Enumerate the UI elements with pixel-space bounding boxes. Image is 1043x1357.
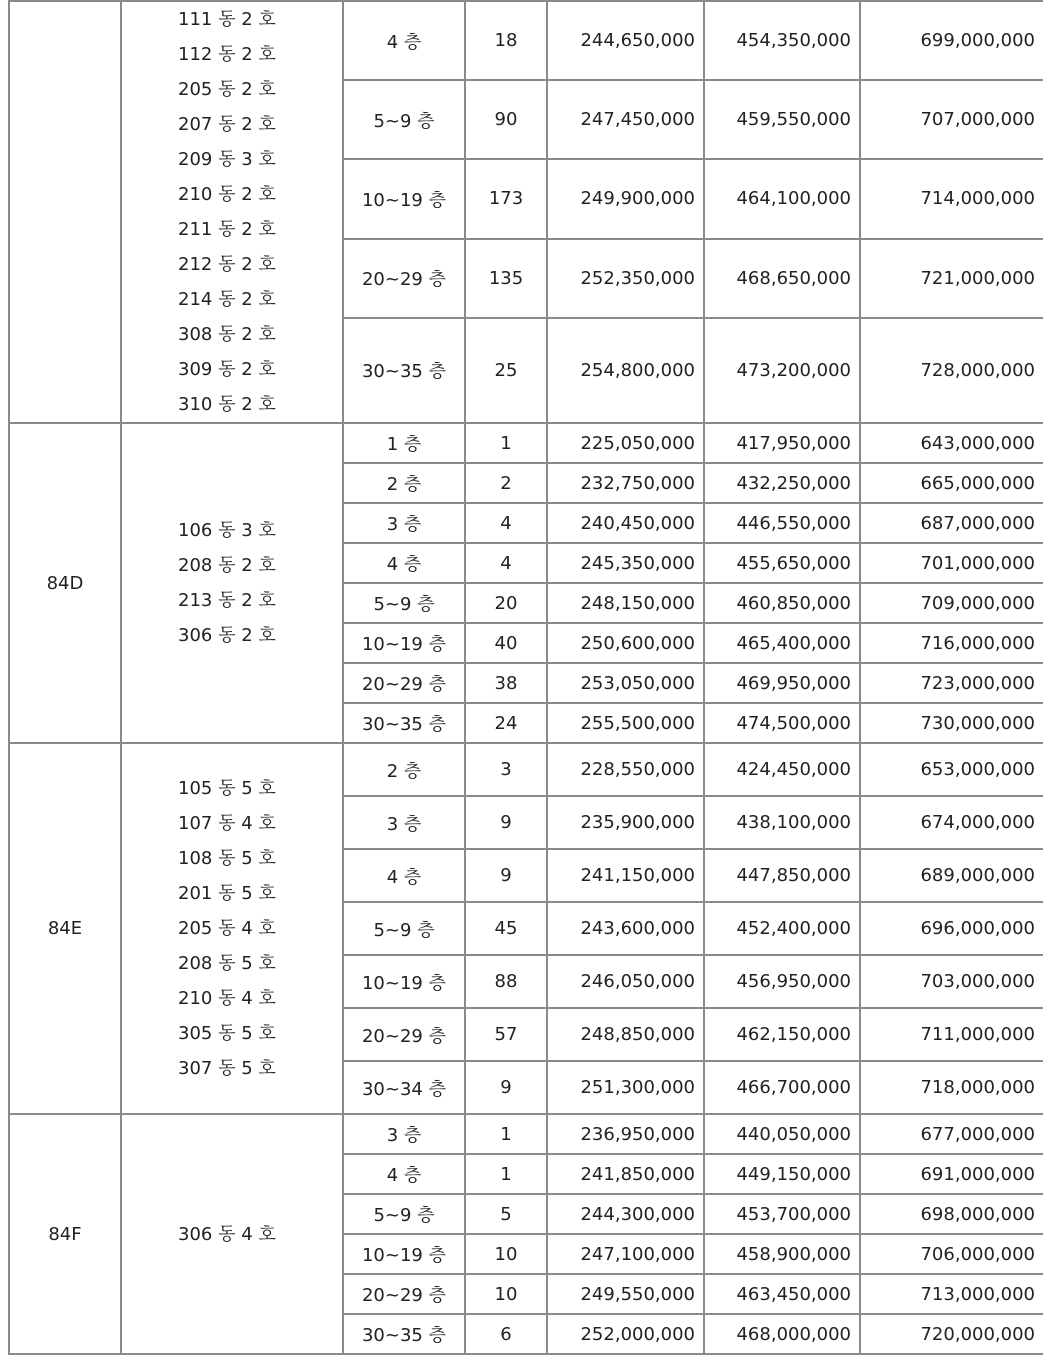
floor-cell: 10~19 층 — [343, 955, 465, 1008]
price-part-1-cell: 247,100,000 — [547, 1234, 704, 1274]
floor-cell: 30~34 층 — [343, 1061, 465, 1114]
floor-cell: 30~35 층 — [343, 1314, 465, 1354]
unit-count-cell: 40 — [465, 623, 547, 663]
unit-count-cell: 1 — [465, 1154, 547, 1194]
price-part-2-cell: 417,950,000 — [704, 423, 860, 463]
price-part-1-cell: 247,450,000 — [547, 80, 704, 159]
price-part-2-cell: 438,100,000 — [704, 796, 860, 849]
price-part-1-cell: 253,050,000 — [547, 663, 704, 703]
price-part-2-cell: 455,650,000 — [704, 543, 860, 583]
price-part-1-cell: 248,150,000 — [547, 583, 704, 623]
price-part-2-cell: 465,400,000 — [704, 623, 860, 663]
unit-count-cell: 24 — [465, 703, 547, 743]
building-unit: 108 동 5 호 — [178, 848, 276, 869]
building-unit: 201 동 5 호 — [178, 883, 276, 904]
price-part-1-cell: 252,000,000 — [547, 1314, 704, 1354]
price-part-1-cell: 236,950,000 — [547, 1114, 704, 1154]
total-price-cell: 643,000,000 — [860, 423, 1043, 463]
unit-count-cell: 9 — [465, 796, 547, 849]
floor-cell: 30~35 층 — [343, 703, 465, 743]
price-part-2-cell: 432,250,000 — [704, 463, 860, 503]
unit-count-cell: 57 — [465, 1008, 547, 1061]
total-price-cell: 721,000,000 — [860, 239, 1043, 318]
total-price-cell: 709,000,000 — [860, 583, 1043, 623]
building-unit: 208 동 5 호 — [178, 953, 276, 974]
price-part-2-cell: 453,700,000 — [704, 1194, 860, 1234]
floor-cell: 5~9 층 — [343, 902, 465, 955]
price-part-1-cell: 249,550,000 — [547, 1274, 704, 1314]
unit-count-cell: 4 — [465, 503, 547, 543]
price-part-2-cell: 424,450,000 — [704, 743, 860, 796]
total-price-cell: 728,000,000 — [860, 318, 1043, 423]
unit-count-cell: 4 — [465, 543, 547, 583]
building-unit: 213 동 2 호 — [178, 590, 276, 611]
total-price-cell: 707,000,000 — [860, 80, 1043, 159]
floor-cell: 3 층 — [343, 1114, 465, 1154]
price-part-1-cell: 228,550,000 — [547, 743, 704, 796]
price-part-1-cell: 249,900,000 — [547, 159, 704, 238]
floor-cell: 5~9 층 — [343, 583, 465, 623]
building-unit: 210 동 2 호 — [178, 184, 276, 205]
unit-type-cell — [9, 1, 121, 423]
price-part-2-cell: 462,150,000 — [704, 1008, 860, 1061]
unit-count-cell: 25 — [465, 318, 547, 423]
unit-count-cell: 45 — [465, 902, 547, 955]
total-price-cell: 703,000,000 — [860, 955, 1043, 1008]
building-unit: 211 동 2 호 — [178, 219, 276, 240]
price-part-1-cell: 255,500,000 — [547, 703, 704, 743]
total-price-cell: 714,000,000 — [860, 159, 1043, 238]
price-part-2-cell: 466,700,000 — [704, 1061, 860, 1114]
table-row — [9, 423, 1043, 463]
price-part-1-cell: 246,050,000 — [547, 955, 704, 1008]
building-unit: 310 동 2 호 — [178, 394, 276, 415]
unit-count-cell: 3 — [465, 743, 547, 796]
price-part-2-cell: 447,850,000 — [704, 849, 860, 902]
price-part-2-cell: 449,150,000 — [704, 1154, 860, 1194]
total-price-cell: 677,000,000 — [860, 1114, 1043, 1154]
unit-count-cell: 88 — [465, 955, 547, 1008]
building-unit: 111 동 2 호 — [178, 9, 276, 30]
price-part-1-cell: 232,750,000 — [547, 463, 704, 503]
unit-count-cell: 9 — [465, 1061, 547, 1114]
building-unit: 107 동 4 호 — [178, 813, 276, 834]
unit-count-cell: 1 — [465, 423, 547, 463]
unit-count-cell: 38 — [465, 663, 547, 703]
total-price-cell: 689,000,000 — [860, 849, 1043, 902]
unit-count-cell: 18 — [465, 1, 547, 80]
building-unit: 208 동 2 호 — [178, 555, 276, 576]
unit-count-cell: 90 — [465, 80, 547, 159]
price-part-1-cell: 250,600,000 — [547, 623, 704, 663]
unit-type-cell: 84E — [9, 743, 121, 1114]
price-part-1-cell: 244,300,000 — [547, 1194, 704, 1234]
floor-cell: 10~19 층 — [343, 159, 465, 238]
price-part-1-cell: 243,600,000 — [547, 902, 704, 955]
unit-count-cell: 9 — [465, 849, 547, 902]
building-unit: 207 동 2 호 — [178, 114, 276, 135]
price-part-1-cell: 245,350,000 — [547, 543, 704, 583]
total-price-cell: 699,000,000 — [860, 1, 1043, 80]
price-part-2-cell: 474,500,000 — [704, 703, 860, 743]
unit-count-cell: 5 — [465, 1194, 547, 1234]
total-price-cell: 723,000,000 — [860, 663, 1043, 703]
total-price-cell: 720,000,000 — [860, 1314, 1043, 1354]
price-part-1-cell: 225,050,000 — [547, 423, 704, 463]
floor-cell: 4 층 — [343, 1, 465, 80]
unit-count-cell: 10 — [465, 1234, 547, 1274]
price-part-2-cell: 460,850,000 — [704, 583, 860, 623]
unit-count-cell: 1 — [465, 1114, 547, 1154]
floor-cell: 20~29 층 — [343, 239, 465, 318]
price-part-2-cell: 468,000,000 — [704, 1314, 860, 1354]
floor-cell: 2 층 — [343, 743, 465, 796]
floor-cell: 5~9 층 — [343, 80, 465, 159]
price-part-1-cell: 254,800,000 — [547, 318, 704, 423]
price-table-body — [9, 1, 1043, 1354]
unit-count-cell: 2 — [465, 463, 547, 503]
unit-type-cell: 84D — [9, 423, 121, 743]
building-unit: 105 동 5 호 — [178, 778, 276, 799]
unit-count-cell: 10 — [465, 1274, 547, 1314]
price-part-2-cell: 452,400,000 — [704, 902, 860, 955]
building-unit-list — [121, 1, 343, 423]
total-price-cell: 718,000,000 — [860, 1061, 1043, 1114]
floor-cell: 20~29 층 — [343, 1274, 465, 1314]
building-unit: 210 동 4 호 — [178, 988, 276, 1009]
price-part-1-cell: 241,150,000 — [547, 849, 704, 902]
building-unit: 112 동 2 호 — [178, 44, 276, 65]
price-part-2-cell: 446,550,000 — [704, 503, 860, 543]
floor-cell: 20~29 층 — [343, 1008, 465, 1061]
floor-cell: 10~19 층 — [343, 1234, 465, 1274]
building-unit: 214 동 2 호 — [178, 289, 276, 310]
building-unit: 306 동 4 호 — [178, 1223, 276, 1245]
floor-cell: 20~29 층 — [343, 663, 465, 703]
unit-count-cell: 135 — [465, 239, 547, 318]
total-price-cell: 674,000,000 — [860, 796, 1043, 849]
building-unit: 309 동 2 호 — [178, 359, 276, 380]
building-unit-list — [121, 743, 343, 1114]
price-part-2-cell: 469,950,000 — [704, 663, 860, 703]
price-part-1-cell: 252,350,000 — [547, 239, 704, 318]
building-unit: 306 동 2 호 — [178, 625, 276, 646]
unit-count-cell: 6 — [465, 1314, 547, 1354]
price-part-1-cell: 235,900,000 — [547, 796, 704, 849]
building-unit: 205 동 4 호 — [178, 918, 276, 939]
price-part-1-cell: 251,300,000 — [547, 1061, 704, 1114]
floor-cell: 3 층 — [343, 503, 465, 543]
building-unit-list — [121, 1114, 343, 1354]
total-price-cell: 711,000,000 — [860, 1008, 1043, 1061]
total-price-cell: 698,000,000 — [860, 1194, 1043, 1234]
total-price-cell: 696,000,000 — [860, 902, 1043, 955]
building-unit: 106 동 3 호 — [178, 520, 276, 541]
building-unit: 212 동 2 호 — [178, 254, 276, 275]
total-price-cell: 665,000,000 — [860, 463, 1043, 503]
floor-cell: 4 층 — [343, 1154, 465, 1194]
price-part-2-cell: 456,950,000 — [704, 955, 860, 1008]
building-unit: 308 동 2 호 — [178, 324, 276, 345]
total-price-cell: 653,000,000 — [860, 743, 1043, 796]
floor-cell: 2 층 — [343, 463, 465, 503]
table-row — [9, 743, 1043, 796]
unit-count-cell: 20 — [465, 583, 547, 623]
price-part-2-cell: 459,550,000 — [704, 80, 860, 159]
total-price-cell: 730,000,000 — [860, 703, 1043, 743]
building-unit: 307 동 5 호 — [178, 1058, 276, 1079]
unit-type-cell: 84F — [9, 1114, 121, 1354]
price-part-2-cell: 464,100,000 — [704, 159, 860, 238]
total-price-cell: 691,000,000 — [860, 1154, 1043, 1194]
total-price-cell: 713,000,000 — [860, 1274, 1043, 1314]
price-part-1-cell: 241,850,000 — [547, 1154, 704, 1194]
price-part-2-cell: 468,650,000 — [704, 239, 860, 318]
price-part-2-cell: 454,350,000 — [704, 1, 860, 80]
building-unit: 305 동 5 호 — [178, 1023, 276, 1044]
unit-count-cell: 173 — [465, 159, 547, 238]
table-row — [9, 1, 1043, 80]
price-part-2-cell: 440,050,000 — [704, 1114, 860, 1154]
total-price-cell: 716,000,000 — [860, 623, 1043, 663]
price-part-1-cell: 244,650,000 — [547, 1, 704, 80]
total-price-cell: 687,000,000 — [860, 503, 1043, 543]
building-unit: 205 동 2 호 — [178, 79, 276, 100]
floor-cell: 4 층 — [343, 543, 465, 583]
floor-cell: 4 층 — [343, 849, 465, 902]
price-table — [8, 0, 1043, 1355]
floor-cell: 10~19 층 — [343, 623, 465, 663]
floor-cell: 30~35 층 — [343, 318, 465, 423]
price-part-2-cell: 463,450,000 — [704, 1274, 860, 1314]
floor-cell: 5~9 층 — [343, 1194, 465, 1234]
building-unit-list — [121, 423, 343, 743]
table-row — [9, 1114, 1043, 1154]
price-part-2-cell: 473,200,000 — [704, 318, 860, 423]
price-part-1-cell: 240,450,000 — [547, 503, 704, 543]
price-part-2-cell: 458,900,000 — [704, 1234, 860, 1274]
price-part-1-cell: 248,850,000 — [547, 1008, 704, 1061]
floor-cell: 1 층 — [343, 423, 465, 463]
total-price-cell: 706,000,000 — [860, 1234, 1043, 1274]
building-unit: 209 동 3 호 — [178, 149, 276, 170]
floor-cell: 3 층 — [343, 796, 465, 849]
total-price-cell: 701,000,000 — [860, 543, 1043, 583]
